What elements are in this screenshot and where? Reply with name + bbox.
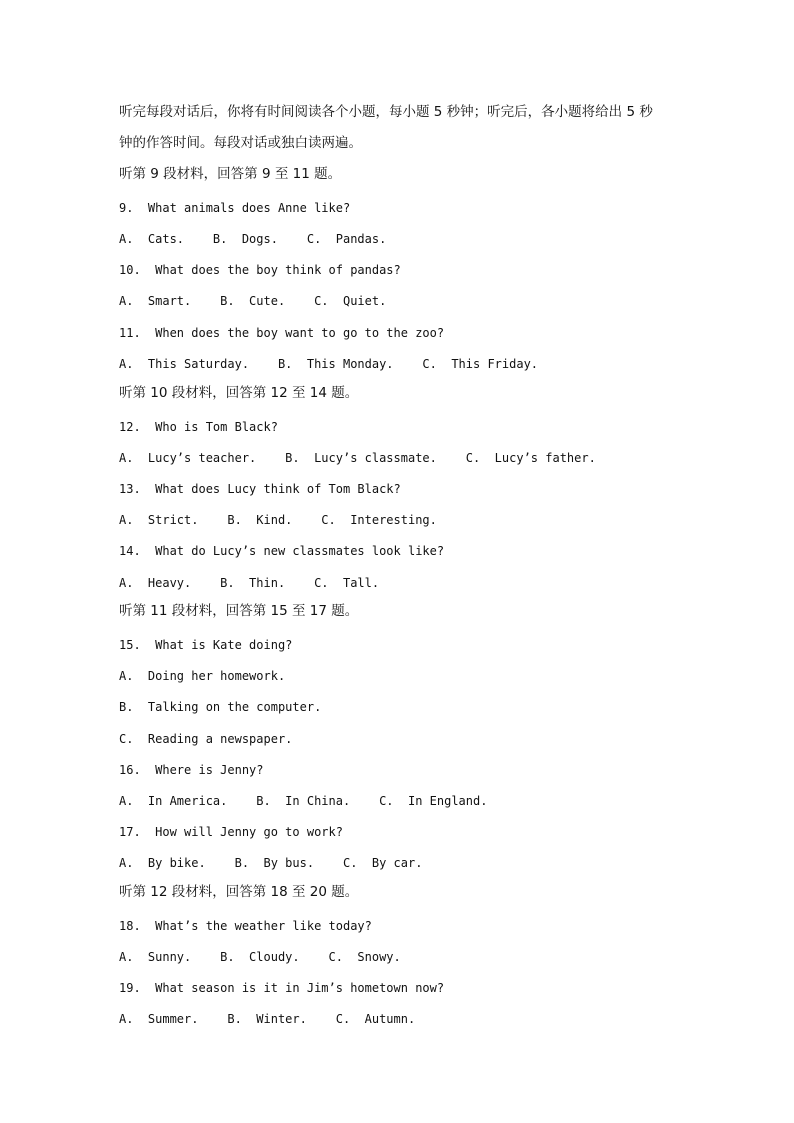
question-stem: 16. Where is Jenny? bbox=[119, 763, 264, 777]
question-options: A. By bike. B. By bus. C. By car. bbox=[119, 856, 423, 870]
question-options: A. Smart. B. Cute. C. Quiet. bbox=[119, 294, 387, 308]
section-header: 听第 10 段材料，回答第 12 至 14 题。 bbox=[119, 385, 359, 401]
question-stem: 18. What’s the weather like today? bbox=[119, 919, 372, 933]
question-options: A. Summer. B. Winter. C. Autumn. bbox=[119, 1012, 416, 1026]
question-options: A. This Saturday. B. This Monday. C. This Friday. bbox=[119, 357, 539, 371]
section-header: 听第 9 段材料，回答第 9 至 11 题。 bbox=[119, 166, 342, 182]
question-options: A. Lucy’s teacher. B. Lucy’s classmate. C. Lucy’s father. bbox=[119, 451, 596, 465]
question-stem: 17. How will Jenny go to work? bbox=[119, 825, 343, 839]
question-options: A. Strict. B. Kind. C. Interesting. bbox=[119, 513, 437, 527]
question-options: A. Sunny. B. Cloudy. C. Snowy. bbox=[119, 950, 401, 964]
question-stem: 13. What does Lucy think of Tom Black? bbox=[119, 482, 401, 496]
section-header: 听第 12 段材料，回答第 18 至 20 题。 bbox=[119, 884, 359, 900]
instruction-line-2: 钟的作答时间。每段对话或独白读两遍。 bbox=[119, 135, 362, 151]
instruction-line-1: 听完每段对话后，你将有时间阅读各个小题，每小题 5 秒钟；听完后，各小题将给出 5 秒 bbox=[119, 104, 653, 120]
question-option: B. Talking on the computer. bbox=[119, 700, 322, 714]
question-option: A. Doing her homework. bbox=[119, 669, 286, 683]
question-stem: 12. Who is Tom Black? bbox=[119, 420, 278, 434]
section-header: 听第 11 段材料，回答第 15 至 17 题。 bbox=[119, 603, 359, 619]
question-stem: 19. What season is it in Jim’s hometown now? bbox=[119, 981, 445, 995]
question-stem: 10. What does the boy think of pandas? bbox=[119, 263, 401, 277]
question-stem: 11. When does the boy want to go to the zoo? bbox=[119, 326, 445, 340]
question-options: A. In America. B. In China. C. In England. bbox=[119, 794, 488, 808]
question-stem: 14. What do Lucy’s new classmates look like? bbox=[119, 544, 445, 558]
question-options: A. Cats. B. Dogs. C. Pandas. bbox=[119, 232, 387, 246]
question-options: A. Heavy. B. Thin. C. Tall. bbox=[119, 576, 380, 590]
question-stem: 9. What animals does Anne like? bbox=[119, 201, 351, 215]
question-option: C. Reading a newspaper. bbox=[119, 732, 293, 746]
question-stem: 15. What is Kate doing? bbox=[119, 638, 293, 652]
